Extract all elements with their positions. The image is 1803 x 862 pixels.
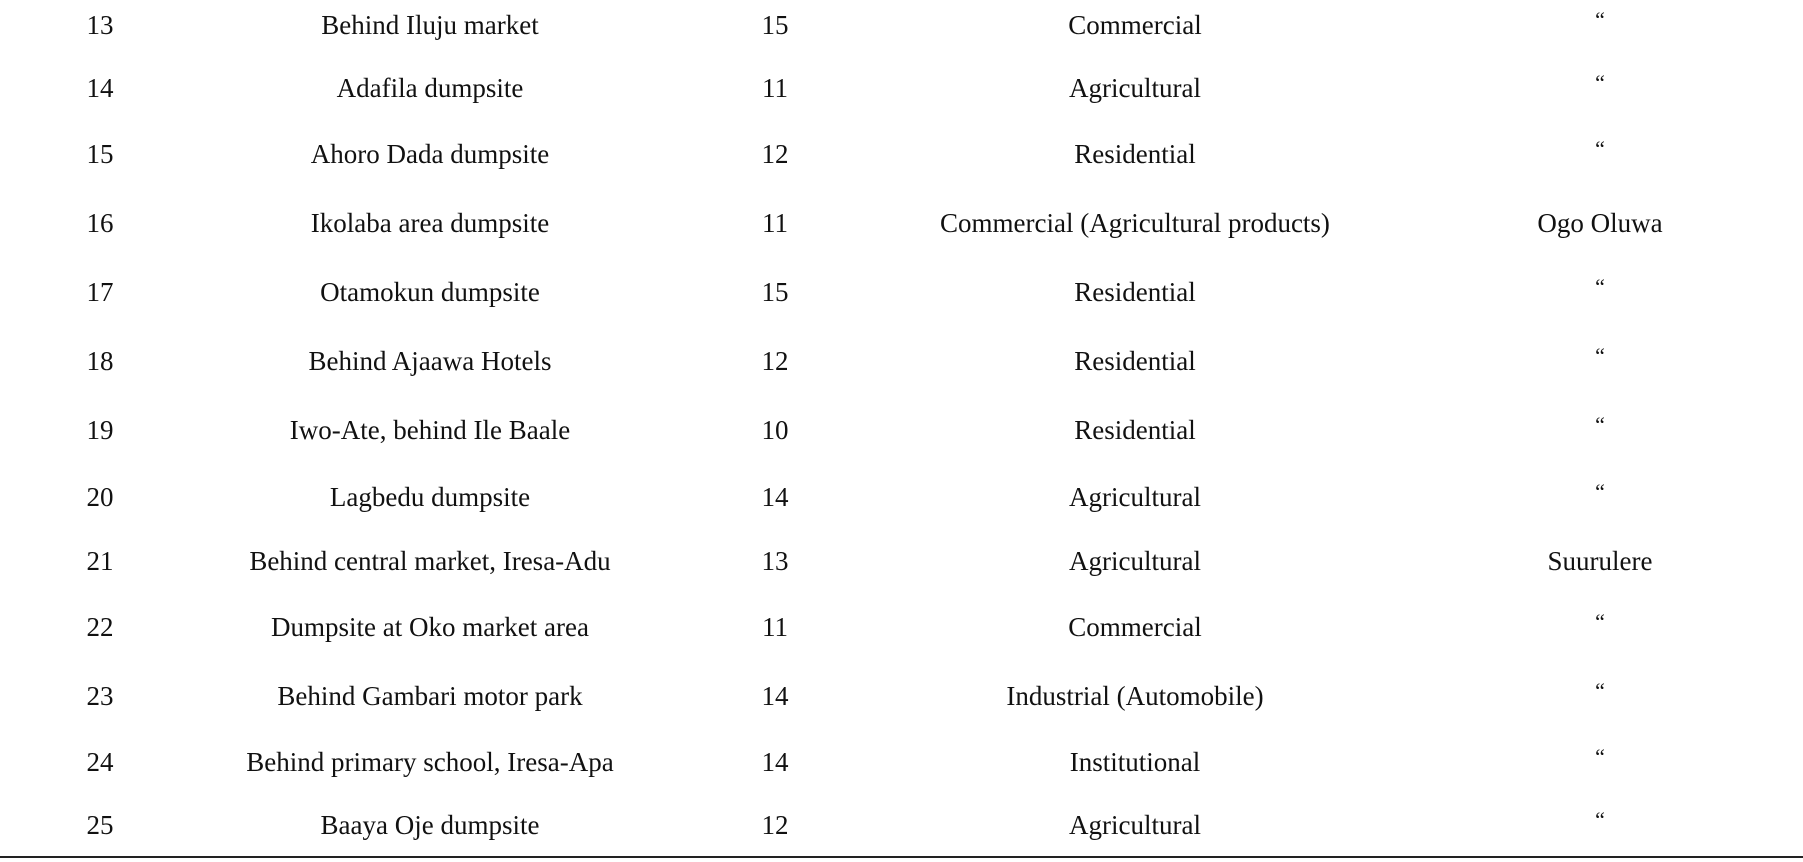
land-use-cell: Commercial [1068,612,1202,642]
area-cell: “ [1595,274,1605,299]
count-cell: 11 [762,612,788,642]
row-number: 20 [86,482,114,512]
area-cell: Suurulere [1547,546,1653,576]
count-cell: 12 [761,810,789,840]
count-cell: 12 [761,139,789,169]
row-number: 25 [86,810,114,840]
land-use-cell: Agricultural [1069,482,1201,512]
count-cell: 11 [762,208,788,238]
area-cell: “ [1595,678,1605,703]
table-row [0,676,1803,716]
table-row [0,341,1803,381]
table-row [0,805,1803,845]
row-number: 21 [86,546,114,576]
land-use-cell: Residential [1074,277,1196,307]
table-row [0,607,1803,647]
table-row [0,5,1803,45]
location-cell: Ikolaba area dumpsite [310,208,550,238]
row-number: 18 [86,346,114,376]
table-row [0,410,1803,450]
location-cell: Otamokun dumpsite [320,277,540,307]
table-bottom-rule [0,856,1803,858]
table-row [0,272,1803,312]
count-cell: 14 [761,681,789,711]
area-cell: “ [1595,70,1605,95]
row-number: 22 [86,612,114,642]
row-number: 13 [86,10,114,40]
area-cell: “ [1595,807,1605,832]
area-cell: “ [1595,136,1605,161]
row-number: 16 [86,208,114,238]
location-cell: Behind Gambari motor park [277,681,583,711]
location-cell: Ahoro Dada dumpsite [310,139,550,169]
table-row [0,742,1803,782]
area-cell: “ [1595,479,1605,504]
count-cell: 14 [761,747,789,777]
count-cell: 15 [761,277,789,307]
location-cell: Behind central market, Iresa-Adu [249,546,611,576]
count-cell: 11 [762,73,788,103]
row-number: 15 [86,139,114,169]
location-cell: Behind Ajaawa Hotels [308,346,552,376]
area-cell: “ [1595,343,1605,368]
location-cell: Lagbedu dumpsite [329,482,531,512]
land-use-cell: Institutional [1069,747,1201,777]
area-cell: “ [1595,412,1605,437]
count-cell: 12 [761,346,789,376]
land-use-cell: Residential [1074,346,1196,376]
row-number: 17 [86,277,114,307]
land-use-cell: Residential [1074,415,1196,445]
area-cell: Ogo Oluwa [1537,208,1663,238]
location-cell: Adafila dumpsite [336,73,524,103]
area-cell: “ [1595,7,1605,32]
count-cell: 15 [761,10,789,40]
row-number: 14 [86,73,114,103]
land-use-cell: Agricultural [1069,546,1201,576]
land-use-cell: Commercial (Agricultural products) [940,208,1330,238]
table-row [0,477,1803,517]
area-cell: “ [1595,744,1605,769]
row-number: 23 [86,681,114,711]
table-row [0,134,1803,174]
land-use-cell: Agricultural [1069,810,1201,840]
table-row [0,203,1803,243]
row-number: 24 [86,747,114,777]
location-cell: Dumpsite at Oko market area [271,612,589,642]
location-cell: Baaya Oje dumpsite [320,810,540,840]
area-cell: “ [1595,609,1605,634]
location-cell: Behind Iluju market [321,10,539,40]
table-row [0,68,1803,108]
table-row [0,541,1803,581]
count-cell: 10 [761,415,789,445]
land-use-cell: Agricultural [1069,73,1201,103]
count-cell: 13 [761,546,789,576]
location-cell: Behind primary school, Iresa-Apa [246,747,614,777]
row-number: 19 [86,415,114,445]
land-use-cell: Commercial [1068,10,1202,40]
location-cell: Iwo-Ate, behind Ile Baale [289,415,571,445]
count-cell: 14 [761,482,789,512]
land-use-cell: Residential [1074,139,1196,169]
land-use-cell: Industrial (Automobile) [1006,681,1264,711]
